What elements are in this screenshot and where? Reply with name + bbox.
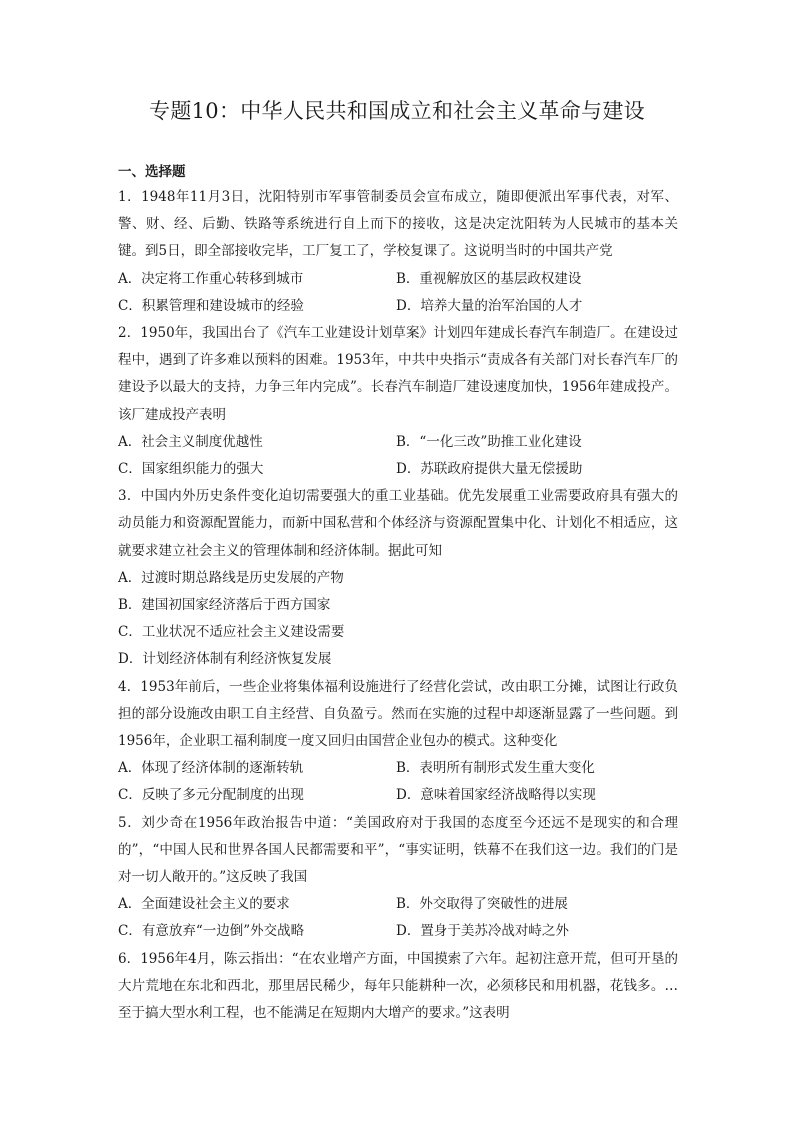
option-a: A．过渡时期总路线是历史发展的产物 xyxy=(118,569,344,586)
option-d: D．苏联政府提供大量无偿援助 xyxy=(396,461,583,478)
question-stem: 2．1950年，我国出台了《汽车工业建设计划草案》计划四年建成长春汽车制造厂。在建设过程中，遇到了许多难以预料的困难。1953年，中共中央指示“责成各有关部门对长春汽车厂的建设予以最大的支持，力争三年内完成”。长春汽车制造厂建设速度加快，1956年建成投产。该厂建成投产表明 xyxy=(118,325,678,423)
option-d: D．置身于美苏冷战对峙之外 xyxy=(396,923,569,940)
option-b: B．重视解放区的基层政权建设 xyxy=(396,270,582,287)
option-row xyxy=(118,918,678,945)
question-stem: 1．1948年11月3日，沈阳特别市军事管制委员会宣布成立，随即便派出军事代表，对军、警、财、经、后勤、铁路等系统进行自上而下的接收，这是决定沈阳转为人民城市的基本关键。到5日，即全部接收完毕，工厂复工了，学校复课了。这说明当时的中国共产党 xyxy=(118,189,678,260)
option-a: A．社会主义制度优越性 xyxy=(118,433,263,450)
option-c: C．工业状况不适应社会主义建设需要 xyxy=(118,624,345,641)
option-d: D．培养大量的治军治国的人才 xyxy=(396,297,583,314)
option-d: D．计划经济体制有利经济恢复发展 xyxy=(118,651,332,668)
option-b: B．“一化三改”助推工业化建设 xyxy=(396,433,582,450)
question-stem: 3．中国内外历史条件变化迫切需要强大的重工业基础。优先发展重工业需要政府具有强大的动员能力和资源配置能力，而新中国私营和个体经济与资源配置集中化、计划化不相适应，这就要求建立社会主义的管理体制和经济体制。据此可知 xyxy=(118,488,678,559)
option-row xyxy=(118,891,678,918)
option-c: C．反映了多元分配制度的出现 xyxy=(118,787,304,804)
option-c: C．有意放弃“一边倒”外交战略 xyxy=(118,923,305,940)
option-a: A．决定将工作重心转移到城市 xyxy=(118,270,304,287)
option-row xyxy=(118,755,678,782)
option-row xyxy=(118,456,678,483)
question-list xyxy=(118,160,678,1027)
option-c: C．积累管理和建设城市的经验 xyxy=(118,297,304,314)
option-b: B．表明所有制形式发生重大变化 xyxy=(396,760,595,777)
document-title: 专题10：中华人民共和国成立和社会主义革命与建设 xyxy=(149,99,645,123)
option-b: B．建国初国家经济落后于西方国家 xyxy=(118,597,331,614)
question-stem: 4．1953年前后，一些企业将集体福利设施进行了经营化尝试，改由职工分摊，试图让行政负担的部分设施改由职工自主经营、自负盈亏。然而在实施的过程中却逐渐显露了一些问题。到1956年，企业职工福利制度一度又回归由国营企业包办的模式。这种变化 xyxy=(118,678,678,750)
option-d: D．意味着国家经济战略得以实现 xyxy=(396,787,596,804)
option-a: A．全面建设社会主义的要求 xyxy=(118,896,290,913)
option-a: A．体现了经济体制的逐渐转轨 xyxy=(118,760,304,777)
option-b: B．外交取得了突破性的进展 xyxy=(396,896,568,913)
question-4 xyxy=(118,674,678,810)
question-5 xyxy=(118,810,678,946)
option-row xyxy=(118,293,678,320)
option-row xyxy=(118,782,678,809)
option-c: C．国家组织能力的强大 xyxy=(118,461,264,478)
question-2 xyxy=(118,320,678,483)
question-1 xyxy=(118,184,678,320)
question-6 xyxy=(118,946,678,1028)
section-heading: 一、选择题 xyxy=(118,164,186,180)
option-row xyxy=(118,266,678,293)
question-3 xyxy=(118,483,678,673)
question-stem: 5．刘少奇在1956年政治报告中道：“美国政府对于我国的态度至今还远不是现实的和合理的”，“中国人民和世界各国人民都需要和平”，“事实证明，铁幕不在我们这一边。我们的门是对一切人敞开的。”这反映了我国 xyxy=(118,814,678,886)
option-row xyxy=(118,429,678,456)
question-stem: 6．1956年4月，陈云指出：“在农业增产方面，中国摸索了六年。起初注意开荒，但可开垦的大片荒地在东北和西北，那里居民稀少，每年只能耕种一次，必须移民和用机器，花钱多。…至于搞大型水利工程，也不能满足在短期内大增产的要求。”这表明 xyxy=(118,950,678,1022)
